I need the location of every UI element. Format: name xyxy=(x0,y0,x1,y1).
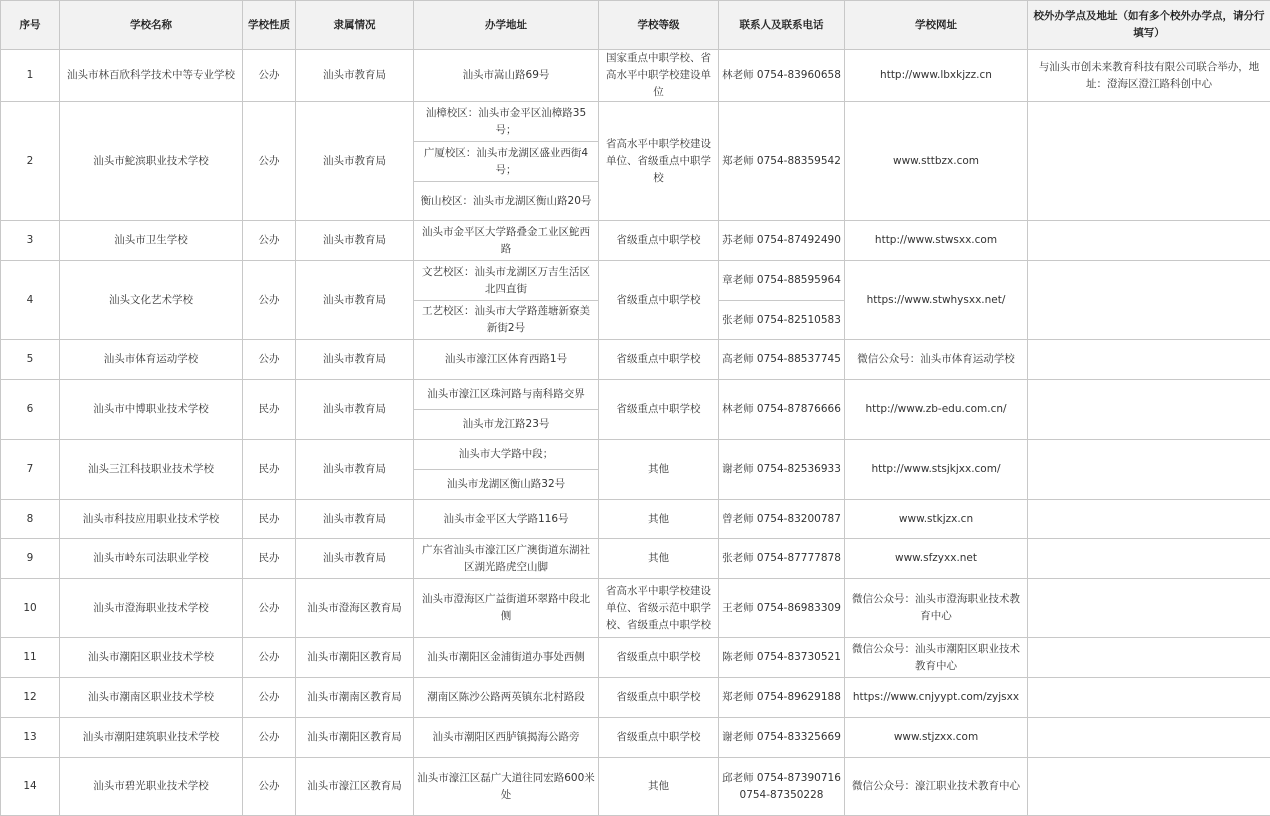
cell-name: 汕头市鮀滨职业技术学校 xyxy=(60,102,243,221)
header-row xyxy=(1,1,1270,50)
cell-address: 广厦校区：汕头市龙湖区盛业西街4号； xyxy=(414,142,599,182)
cell-name: 汕头市卫生学校 xyxy=(60,221,243,261)
cell-no: 3 xyxy=(1,221,60,261)
cell-offsite xyxy=(1028,638,1270,678)
header-address: 办学地址 xyxy=(414,1,599,50)
cell-level: 国家重点中职学校、省高水平中职学校建设单位 xyxy=(599,50,719,102)
cell-name: 汕头市林百欣科学技术中等专业学校 xyxy=(60,50,243,102)
cell-name: 汕头三江科技职业技术学校 xyxy=(60,440,243,500)
cell-level: 其他 xyxy=(599,500,719,539)
cell-nature: 公办 xyxy=(243,50,296,102)
cell-website[interactable]: www.stkjzx.cn xyxy=(845,500,1028,539)
table-row xyxy=(1,221,1270,261)
cell-level: 省高水平中职学校建设单位、省级重点中职学校 xyxy=(599,102,719,221)
header-affiliation: 隶属情况 xyxy=(296,1,414,50)
cell-offsite xyxy=(1028,380,1270,440)
cell-level: 省级重点中职学校 xyxy=(599,340,719,380)
header-name: 学校名称 xyxy=(60,1,243,50)
cell-level: 省级重点中职学校 xyxy=(599,261,719,340)
cell-name: 汕头市潮阳建筑职业技术学校 xyxy=(60,718,243,758)
cell-level: 其他 xyxy=(599,440,719,500)
header-nature: 学校性质 xyxy=(243,1,296,50)
cell-no: 12 xyxy=(1,678,60,718)
cell-nature: 民办 xyxy=(243,539,296,579)
cell-address: 汕头市大学路中段； xyxy=(414,440,599,470)
cell-website[interactable]: www.stjzxx.com xyxy=(845,718,1028,758)
cell-affiliation: 汕头市教育局 xyxy=(296,539,414,579)
cell-contact: 谢老师 0754-82536933 xyxy=(719,440,845,500)
cell-no: 2 xyxy=(1,102,60,221)
table-row xyxy=(1,50,1270,102)
cell-contact: 谢老师 0754-83325669 xyxy=(719,718,845,758)
table-row xyxy=(1,539,1270,579)
table-row xyxy=(1,638,1270,678)
cell-address: 潮南区陈沙公路两英镇东北村路段 xyxy=(414,678,599,718)
cell-affiliation: 汕头市教育局 xyxy=(296,340,414,380)
cell-address: 汕头市龙湖区衡山路32号 xyxy=(414,470,599,500)
cell-no: 5 xyxy=(1,340,60,380)
cell-address: 汕头市濠江区体育西路1号 xyxy=(414,340,599,380)
table-row xyxy=(1,261,1270,301)
cell-offsite xyxy=(1028,440,1270,500)
table-row xyxy=(1,678,1270,718)
cell-name: 汕头文化艺术学校 xyxy=(60,261,243,340)
cell-no: 1 xyxy=(1,50,60,102)
cell-nature: 公办 xyxy=(243,758,296,816)
cell-no: 9 xyxy=(1,539,60,579)
cell-nature: 公办 xyxy=(243,261,296,340)
cell-website[interactable]: http://www.stsjkjxx.com/ xyxy=(845,440,1028,500)
header-no: 序号 xyxy=(1,1,60,50)
cell-affiliation: 汕头市教育局 xyxy=(296,261,414,340)
cell-affiliation: 汕头市教育局 xyxy=(296,102,414,221)
header-website: 学校网址 xyxy=(845,1,1028,50)
cell-address: 汕头市潮阳区金浦街道办事处西侧 xyxy=(414,638,599,678)
cell-contact: 王老师 0754-86983309 xyxy=(719,579,845,638)
cell-contact: 张老师 0754-82510583 xyxy=(719,301,845,340)
cell-affiliation: 汕头市濠江区教育局 xyxy=(296,758,414,816)
cell-offsite xyxy=(1028,340,1270,380)
cell-nature: 公办 xyxy=(243,102,296,221)
cell-affiliation: 汕头市潮南区教育局 xyxy=(296,678,414,718)
cell-affiliation: 汕头市教育局 xyxy=(296,50,414,102)
cell-website[interactable]: https://www.stwhysxx.net/ xyxy=(845,261,1028,340)
cell-address: 衡山校区：汕头市龙湖区衡山路20号 xyxy=(414,182,599,221)
cell-affiliation: 汕头市潮阳区教育局 xyxy=(296,638,414,678)
cell-offsite xyxy=(1028,758,1270,816)
cell-level: 省级重点中职学校 xyxy=(599,678,719,718)
cell-address: 文艺校区：汕头市龙湖区万吉生活区北四直街 xyxy=(414,261,599,301)
cell-level: 省高水平中职学校建设单位、省级示范中职学校、省级重点中职学校 xyxy=(599,579,719,638)
cell-address: 广东省汕头市濠江区广澳街道东湖社区湖光路虎空山脚 xyxy=(414,539,599,579)
cell-address: 工艺校区：汕头市大学路莲塘新寮美新街2号 xyxy=(414,301,599,340)
cell-website[interactable]: http://www.stwsxx.com xyxy=(845,221,1028,261)
cell-contact: 林老师 0754-87876666 xyxy=(719,380,845,440)
cell-website[interactable]: 微信公众号：汕头市体育运动学校 xyxy=(845,340,1028,380)
header-offsite: 校外办学点及地址（如有多个校外办学点，请分行填写） xyxy=(1028,1,1270,50)
cell-affiliation: 汕头市教育局 xyxy=(296,440,414,500)
cell-website[interactable]: 微信公众号：濠江职业技术教育中心 xyxy=(845,758,1028,816)
cell-affiliation: 汕头市教育局 xyxy=(296,221,414,261)
cell-offsite xyxy=(1028,678,1270,718)
cell-offsite xyxy=(1028,539,1270,579)
cell-no: 7 xyxy=(1,440,60,500)
cell-contact: 曾老师 0754-83200787 xyxy=(719,500,845,539)
cell-offsite xyxy=(1028,261,1270,340)
cell-level: 省级重点中职学校 xyxy=(599,638,719,678)
cell-contact: 郑老师 0754-88359542 xyxy=(719,102,845,221)
cell-no: 4 xyxy=(1,261,60,340)
cell-name: 汕头市体育运动学校 xyxy=(60,340,243,380)
cell-level: 省级重点中职学校 xyxy=(599,718,719,758)
cell-contact: 苏老师 0754-87492490 xyxy=(719,221,845,261)
header-level: 学校等级 xyxy=(599,1,719,50)
cell-address: 汕头市嵩山路69号 xyxy=(414,50,599,102)
cell-name: 汕头市岭东司法职业学校 xyxy=(60,539,243,579)
cell-nature: 民办 xyxy=(243,440,296,500)
cell-level: 省级重点中职学校 xyxy=(599,221,719,261)
cell-name: 汕头市潮阳区职业技术学校 xyxy=(60,638,243,678)
cell-nature: 公办 xyxy=(243,718,296,758)
cell-offsite xyxy=(1028,579,1270,638)
cell-address: 汕头市龙江路23号 xyxy=(414,410,599,440)
cell-website[interactable]: www.sttbzx.com xyxy=(845,102,1028,221)
cell-address: 汕头市金平区大学路116号 xyxy=(414,500,599,539)
table-row xyxy=(1,440,1270,470)
cell-address: 汕头市濠江区磊广大道往同宏路600米处 xyxy=(414,758,599,816)
cell-no: 10 xyxy=(1,579,60,638)
cell-website[interactable]: https://www.cnjyypt.com/zyjsxx xyxy=(845,678,1028,718)
cell-address: 汕头市潮阳区西胪镇揭海公路旁 xyxy=(414,718,599,758)
cell-website[interactable]: 微信公众号：汕头市潮阳区职业技术教育中心 xyxy=(845,638,1028,678)
cell-name: 汕头市科技应用职业技术学校 xyxy=(60,500,243,539)
table-row xyxy=(1,758,1270,816)
header-contact: 联系人及联系电话 xyxy=(719,1,845,50)
cell-address: 汕头市澄海区广益街道环翠路中段北侧 xyxy=(414,579,599,638)
table-row xyxy=(1,340,1270,380)
cell-affiliation: 汕头市澄海区教育局 xyxy=(296,579,414,638)
table-row xyxy=(1,718,1270,758)
cell-affiliation: 汕头市教育局 xyxy=(296,380,414,440)
cell-contact: 林老师 0754-83960658 xyxy=(719,50,845,102)
cell-offsite xyxy=(1028,102,1270,221)
cell-offsite xyxy=(1028,500,1270,539)
cell-no: 13 xyxy=(1,718,60,758)
cell-affiliation: 汕头市教育局 xyxy=(296,500,414,539)
cell-name: 汕头市中博职业技术学校 xyxy=(60,380,243,440)
cell-offsite: 与汕头市创未来教育科技有限公司联合举办，地址：澄海区澄江路科创中心 xyxy=(1028,50,1270,102)
cell-nature: 公办 xyxy=(243,221,296,261)
cell-contact: 章老师 0754-88595964 xyxy=(719,261,845,301)
cell-no: 6 xyxy=(1,380,60,440)
cell-address: 汕头市金平区大学路叠金工业区鮀西路 xyxy=(414,221,599,261)
cell-contact: 郑老师 0754-89629188 xyxy=(719,678,845,718)
cell-level: 其他 xyxy=(599,758,719,816)
cell-address: 汕头市濠江区珠河路与南科路交界 xyxy=(414,380,599,410)
cell-contact: 高老师 0754-88537745 xyxy=(719,340,845,380)
cell-offsite xyxy=(1028,718,1270,758)
cell-offsite xyxy=(1028,221,1270,261)
cell-nature: 民办 xyxy=(243,380,296,440)
cell-website[interactable]: www.sfzyxx.net xyxy=(845,539,1028,579)
cell-name: 汕头市潮南区职业技术学校 xyxy=(60,678,243,718)
cell-website[interactable]: http://www.lbxkjzz.cn xyxy=(845,50,1028,102)
cell-contact: 张老师 0754-87777878 xyxy=(719,539,845,579)
cell-website[interactable]: 微信公众号：汕头市澄海职业技术教育中心 xyxy=(845,579,1028,638)
cell-level: 其他 xyxy=(599,539,719,579)
cell-nature: 民办 xyxy=(243,500,296,539)
table-row xyxy=(1,380,1270,410)
cell-level: 省级重点中职学校 xyxy=(599,380,719,440)
cell-contact: 邱老师 0754-87390716 0754-87350228 xyxy=(719,758,845,816)
cell-affiliation: 汕头市潮阳区教育局 xyxy=(296,718,414,758)
cell-name: 汕头市碧光职业技术学校 xyxy=(60,758,243,816)
cell-no: 11 xyxy=(1,638,60,678)
cell-no: 14 xyxy=(1,758,60,816)
cell-nature: 公办 xyxy=(243,579,296,638)
cell-no: 8 xyxy=(1,500,60,539)
cell-website[interactable]: http://www.zb-edu.com.cn/ xyxy=(845,380,1028,440)
cell-nature: 公办 xyxy=(243,340,296,380)
cell-nature: 公办 xyxy=(243,678,296,718)
table-row xyxy=(1,102,1270,142)
table-row xyxy=(1,500,1270,539)
cell-nature: 公办 xyxy=(243,638,296,678)
cell-contact: 陈老师 0754-83730521 xyxy=(719,638,845,678)
cell-name: 汕头市澄海职业技术学校 xyxy=(60,579,243,638)
cell-address: 汕樟校区：汕头市金平区汕樟路35号； xyxy=(414,102,599,142)
table-row xyxy=(1,579,1270,638)
